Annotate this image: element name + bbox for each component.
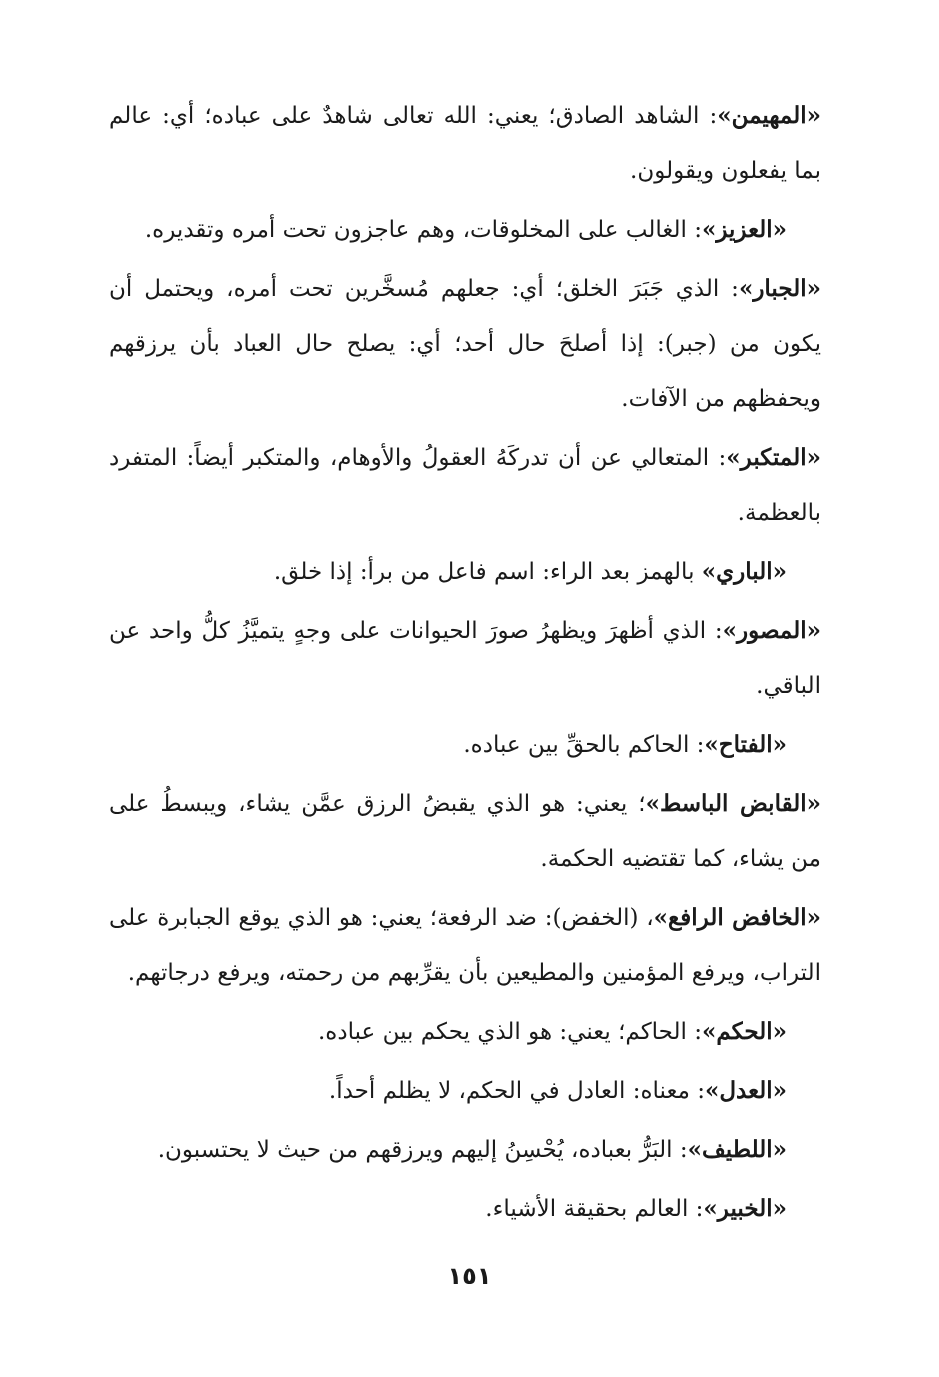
entry-text: : المتعالي عن أن تدركَهُ العقولُ والأوهام، والمتكبر أيضاً: المتفرد بالعظمة.: [109, 445, 821, 526]
page-body: [109, 88, 821, 1240]
entry-term: «الباري»: [701, 558, 787, 585]
entry-term: «الحكم»: [701, 1018, 787, 1045]
entry-muhaymin: [109, 88, 821, 199]
entry-term: «المهيمن»: [717, 102, 821, 129]
entry-text: : الحاكم بالحقِّ بين عباده.: [463, 732, 705, 758]
page-number: ١٥١: [447, 1262, 492, 1290]
entry-adl: [109, 1063, 821, 1119]
entry-text: : معناه: العادل في الحكم، لا يظلم أحداً.: [328, 1078, 705, 1104]
entry-term: «اللطيف»: [687, 1136, 787, 1163]
entry-term: «الخافض الرافع»: [653, 904, 821, 931]
entry-aziz: [109, 202, 821, 258]
entry-term: «الجبار»: [738, 275, 821, 302]
entry-text: : البَرُّ بعباده، يُحْسِنُ إليهم ويرزقهم من حيث لا يحتسبون.: [157, 1137, 688, 1163]
entry-qabid-basit: [109, 776, 821, 887]
entry-text: : الشاهد الصادق؛ يعني: الله تعالى شاهدٌ على عباده؛ أي: عالم بما يفعلون ويقولون.: [109, 103, 821, 184]
entry-term: «الخبير»: [703, 1195, 787, 1222]
entry-term: «الفتاح»: [704, 731, 787, 758]
entry-text: : العالم بحقيقة الأشياء.: [485, 1196, 704, 1222]
entry-term: «المتكبر»: [726, 444, 821, 471]
entry-text: : الغالب على المخلوقات، وهم عاجزون تحت أمره وتقديره.: [144, 217, 702, 243]
entry-term: «العدل»: [704, 1077, 787, 1104]
entry-bari: [109, 544, 821, 600]
entry-jabbar: [109, 261, 821, 427]
entry-musawwir: [109, 603, 821, 714]
entry-text: : الحاكم؛ يعني: هو الذي يحكم بين عباده.: [318, 1019, 702, 1045]
entry-khafid-rafi: [109, 890, 821, 1001]
entry-term: «العزيز»: [701, 216, 787, 243]
entry-fattah: [109, 717, 821, 773]
entry-text: ؛ يعني: هو الذي يقبضُ الرزق عمَّن يشاء، ويبسطُ على من يشاء، كما تقتضيه الحكمة.: [109, 791, 821, 872]
entry-text: ، (الخفض): ضد الرفعة؛ يعني: هو الذي يوقع الجبابرة على التراب، ويرفع المؤمنين والمطيعين بأن يقرِّبهم من رحمته، ويرفع درجاتهم.: [109, 905, 821, 986]
entry-term: «المصور»: [722, 617, 821, 644]
entry-mutakabbir: [109, 430, 821, 541]
entry-text: : الذي جَبَرَ الخلق؛ أي: جعلهم مُسخَّرين تحت أمره، ويحتمل أن يكون من (جبر): إذا أصلحَ حال أحد؛ أي: يصلح حال العباد بأن يرزقهم ويحفظهم من الآفات.: [109, 276, 821, 412]
entry-text: : الذي أظهرَ ويظهرُ صورَ الحيوانات على وجهٍ يتميَّزُ كلُّ واحد عن الباقي.: [109, 618, 821, 699]
entry-khabir: [109, 1181, 821, 1237]
entry-hakam: [109, 1004, 821, 1060]
entry-text: بالهمز بعد الراء: اسم فاعل من برأ: إذا خلق.: [273, 559, 702, 585]
entry-term: «القابض الباسط»: [645, 790, 821, 817]
entry-latif: [109, 1122, 821, 1178]
